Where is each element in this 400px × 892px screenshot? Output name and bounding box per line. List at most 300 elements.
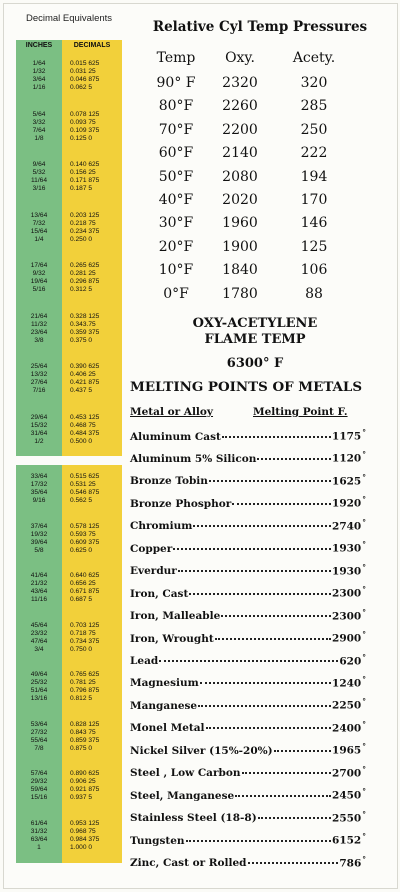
decimal-row: [16, 737, 122, 745]
acety-cell: 88: [305, 285, 323, 302]
decimal-row: [16, 76, 122, 84]
metal-name: Chromium: [130, 520, 193, 533]
temp-cell: 40°F: [158, 192, 194, 208]
decimal-row: [16, 580, 122, 588]
decimal-row: [16, 236, 122, 244]
decimal-cell: 0.890 625: [70, 770, 100, 777]
decimal-row: [16, 135, 122, 143]
metal-name: Tungsten: [130, 834, 185, 847]
fraction-cell: 13/32: [30, 371, 48, 379]
decimal-row: [16, 220, 122, 228]
melting-point-value: [332, 787, 366, 802]
fraction-cell: 43/64: [30, 588, 48, 596]
decimal-group: [16, 523, 122, 555]
decimal-row: [16, 721, 122, 729]
melting-point-value: [332, 473, 366, 488]
decimal-cell: 0.265 625: [70, 262, 100, 269]
decimal-cell: 0.078 125: [70, 110, 100, 118]
decimal-cell: 0.734 375: [70, 637, 100, 645]
degree-symbol: °: [362, 832, 366, 842]
fraction-cell: 7/16: [32, 387, 46, 395]
melting-point-row: [130, 653, 366, 668]
melting-point-number: 2400: [332, 722, 362, 735]
metal-name: Bronze Phosphor: [130, 497, 232, 510]
fraction-cell: 49/64: [30, 671, 48, 678]
fraction-cell: 5/32: [32, 169, 46, 177]
melting-point-value: [332, 608, 366, 623]
oxy-cell: 1900: [222, 238, 258, 255]
decimal-row: [16, 387, 122, 395]
decimal-row: [16, 169, 122, 177]
decimal-cell: 0.406 25: [70, 371, 96, 379]
decimal-row: [16, 497, 122, 505]
decimal-cell: 0.156 25: [70, 169, 96, 177]
melting-point-row: [130, 563, 366, 578]
decimal-cell: 0.015 625: [70, 60, 100, 67]
decimal-cell: 0.515 625: [70, 473, 100, 480]
melting-point-value: [339, 855, 366, 870]
dot-leader: [159, 660, 338, 662]
decimal-cell: 0.921 875: [70, 786, 100, 794]
fraction-cell: 25/32: [30, 679, 48, 687]
fraction-cell: 57/64: [30, 770, 48, 777]
degree-symbol: °: [362, 517, 366, 527]
fraction-cell: 1/8: [34, 134, 44, 142]
decimal-row: [16, 270, 122, 278]
fraction-cell: 1/4: [34, 235, 44, 243]
decimal-cell: 0.296 875: [70, 278, 100, 286]
decimal-row: [16, 422, 122, 430]
dot-leader: [193, 525, 331, 527]
decimal-group: [16, 473, 122, 505]
decimal-cell: 0.609 375: [70, 538, 100, 546]
decimal-group: [16, 572, 122, 604]
decimal-row: [16, 371, 122, 379]
decimal-cell: 0.968 75: [70, 827, 96, 835]
decimal-row: [16, 828, 122, 836]
pressure-row: [150, 169, 350, 185]
temp-cell: 0°F: [163, 285, 189, 302]
decimal-cell: 0.062 5: [70, 84, 92, 92]
decimal-group: [16, 212, 122, 244]
dot-leader: [209, 480, 331, 482]
fraction-cell: 17/32: [30, 481, 48, 489]
oxy-cell: 2020: [222, 192, 258, 208]
pressure-row: [150, 215, 350, 231]
oxy-cell: 1960: [222, 215, 258, 232]
decimal-row: [16, 770, 122, 778]
dot-leader: [178, 570, 331, 572]
melting-point-number: 2900: [332, 632, 362, 645]
metal-name: Everdur: [130, 565, 177, 578]
fraction-cell: 63/64: [30, 835, 48, 843]
decimal-cell: 0.171 875: [70, 177, 100, 185]
fraction-cell: 3/16: [32, 185, 46, 193]
decimal-cell: 0.625 0: [70, 546, 92, 554]
fraction-cell: 39/64: [30, 538, 48, 546]
acety-cell: 222: [300, 145, 328, 162]
fraction-cell: 31/32: [30, 827, 48, 835]
decimal-row: [16, 177, 122, 185]
fraction-cell: 35/64: [30, 489, 48, 497]
fraction-cell: 29/64: [30, 413, 48, 421]
decimal-cell: 0.046 875: [70, 76, 100, 84]
fraction-cell: 1/32: [32, 68, 46, 76]
decimal-row: [16, 212, 122, 220]
temp-cell: 90° F: [156, 75, 196, 91]
decimal-row: [16, 630, 122, 638]
dot-leader: [198, 705, 331, 707]
decimal-row: [16, 84, 122, 92]
melting-point-row: [130, 495, 366, 510]
decimal-row: [16, 337, 122, 345]
fraction-cell: 11/64: [30, 177, 47, 185]
metal-name: Monel Metal: [130, 722, 205, 735]
fraction-cell: 1: [37, 843, 41, 851]
decimal-cell: 0.765 625: [70, 671, 100, 678]
pressure-table-title: Relative Cyl Temp Pressures: [152, 19, 368, 35]
melting-point-row: [130, 450, 366, 465]
melting-point-value: [332, 742, 366, 757]
acety-cell: 194: [300, 168, 328, 185]
pressure-row: [150, 192, 350, 208]
fraction-cell: 53/64: [30, 720, 48, 728]
metal-name: Manganese: [130, 699, 198, 712]
decimal-group: [16, 671, 122, 703]
fraction-cell: 3/64: [32, 76, 46, 84]
decimal-cell: 0.453 125: [70, 413, 100, 421]
decimal-row: [16, 278, 122, 286]
melting-point-row: [130, 832, 366, 847]
decimal-row: [16, 185, 122, 193]
melting-point-number: 786: [339, 857, 362, 870]
fraction-cell: 3/8: [34, 336, 44, 344]
fraction-cell: 51/64: [30, 687, 48, 695]
fraction-cell: 61/64: [30, 819, 48, 827]
metal-name: Steel , Low Carbon: [130, 767, 241, 780]
decimal-group: [16, 262, 122, 294]
fraction-cell: 29/32: [30, 778, 48, 786]
decimal-cell: 0.718 75: [70, 629, 96, 637]
metal-name: Magnesium: [130, 677, 199, 690]
degree-symbol: °: [362, 472, 366, 482]
metal-name: Iron, Malleable: [130, 610, 221, 623]
pressure-table-header: [150, 50, 350, 66]
decimal-row: [16, 228, 122, 236]
melting-point-number: 2250: [332, 699, 362, 712]
degree-symbol: °: [362, 787, 366, 797]
metal-name: Stainless Steel (18-8): [130, 812, 257, 825]
melting-point-row: [130, 855, 366, 870]
decimal-row: [16, 547, 122, 555]
decimal-row: [16, 111, 122, 119]
decimal-row: [16, 68, 122, 76]
decimal-cell: 0.343.75: [70, 320, 96, 328]
acety-cell: 125: [300, 238, 328, 255]
decimal-cell: 0.578 125: [70, 522, 100, 530]
metal-name: Steel, Manganese: [130, 789, 235, 802]
melting-point-value: [332, 832, 366, 847]
melting-point-row: [130, 675, 366, 690]
fraction-cell: 13/64: [30, 211, 48, 219]
metal-name: Iron, Cast: [130, 587, 189, 600]
melting-point-value: [332, 563, 366, 578]
degree-symbol: °: [362, 630, 366, 640]
melting-point-value: [332, 630, 366, 645]
melting-point-value: [332, 518, 366, 533]
fraction-cell: 23/32: [30, 629, 48, 637]
temp-cell: 50°F: [158, 168, 194, 185]
decimal-row: [16, 531, 122, 539]
fraction-cell: 15/64: [30, 227, 48, 235]
melting-point-number: 1920: [332, 497, 362, 510]
acety-cell: 146: [300, 215, 328, 232]
decimal-cell: 1.000 0: [70, 843, 92, 851]
decimal-row: [16, 844, 122, 852]
fraction-cell: 7/64: [32, 126, 46, 134]
decimal-row: [16, 622, 122, 630]
decimal-cell: 0.234 375: [70, 227, 100, 235]
melting-point-value: [332, 585, 366, 600]
acety-cell: 250: [300, 121, 328, 138]
decimal-cell: 0.468 75: [70, 421, 96, 429]
degree-symbol: °: [362, 742, 366, 752]
decimal-group: [16, 622, 122, 654]
decimal-group: [16, 820, 122, 852]
metal-name: Zinc, Cast or Rolled: [130, 857, 247, 870]
fraction-cell: 5/8: [34, 546, 44, 554]
dot-leader: [258, 817, 331, 819]
degree-symbol: °: [362, 562, 366, 572]
decimal-row: [16, 473, 122, 481]
melting-point-row: [130, 608, 366, 623]
dot-leader: [248, 862, 339, 864]
decimal-table-header: [16, 40, 122, 52]
fraction-cell: 21/64: [30, 312, 48, 320]
dot-leader: [235, 795, 331, 797]
decimal-row: [16, 794, 122, 802]
melting-point-row: [130, 720, 366, 735]
decimal-cell: 0.312 5: [70, 286, 92, 294]
decimals-header: DECIMALS: [62, 40, 122, 52]
fraction-cell: 55/64: [30, 736, 48, 744]
degree-symbol: °: [362, 495, 366, 505]
decimal-row: [16, 262, 122, 270]
decimal-cell: 0.796 875: [70, 687, 100, 695]
decimal-row: [16, 414, 122, 422]
decimal-cell: 0.687 5: [70, 596, 92, 604]
decimal-row: [16, 679, 122, 687]
fraction-cell: 1/2: [34, 437, 44, 445]
decimal-group: [16, 721, 122, 753]
fraction-cell: 25/64: [30, 363, 48, 370]
decimal-cell: 0.843 75: [70, 728, 96, 736]
melting-point-value: [332, 697, 366, 712]
fraction-cell: 5/64: [32, 110, 46, 118]
decimal-cell: 0.109 375: [70, 126, 100, 134]
melting-point-number: 1120: [332, 452, 362, 465]
decimal-row: [16, 778, 122, 786]
decimal-cell: 0.593 75: [70, 530, 96, 538]
fraction-cell: 45/64: [30, 621, 48, 629]
dot-leader: [186, 840, 331, 842]
metal-name: Iron, Wrought: [130, 632, 214, 645]
decimal-cell: 0.906 25: [70, 778, 96, 786]
degree-symbol: °: [362, 652, 366, 662]
melting-point-value: [332, 720, 366, 735]
decimal-cell: 0.187 5: [70, 185, 92, 193]
oxy-cell: 2200: [222, 121, 258, 138]
melting-point-number: 1930: [332, 565, 362, 578]
dot-leader: [257, 458, 331, 460]
melting-point-row: [130, 630, 366, 645]
oxy-cell: 2260: [222, 98, 258, 115]
metal-name: Lead: [130, 655, 159, 667]
melting-point-number: 2700: [332, 767, 362, 780]
melting-point-row: [130, 787, 366, 802]
decimal-cell: 0.281 25: [70, 270, 96, 278]
temp-cell: 30°F: [158, 215, 194, 232]
decimal-cell: 0.125 0: [70, 134, 92, 142]
decimal-group: [16, 770, 122, 802]
degree-symbol: °: [362, 854, 366, 864]
fraction-cell: 9/32: [32, 270, 46, 278]
fraction-cell: 37/64: [30, 522, 48, 530]
decimal-row: [16, 820, 122, 828]
decimal-row: [16, 539, 122, 547]
melting-point-value: [332, 765, 366, 780]
decimal-row: [16, 729, 122, 737]
inches-header: INCHES: [16, 40, 62, 52]
pressure-row: [150, 98, 350, 114]
melting-point-value: [332, 810, 366, 825]
dot-leader: [215, 638, 331, 640]
decimal-cell: 0.640 625: [70, 572, 100, 579]
melting-point-number: 2450: [332, 789, 362, 802]
decimal-group: [16, 363, 122, 395]
decimal-row: [16, 286, 122, 294]
decimal-row: [16, 313, 122, 321]
melting-point-number: 1965: [332, 744, 362, 757]
fraction-cell: 3/32: [32, 118, 46, 126]
decimal-cell: 0.984 375: [70, 835, 100, 843]
decimal-cell: 0.531 25: [70, 481, 96, 489]
melting-point-number: 6152: [332, 834, 362, 847]
melting-point-number: 1240: [332, 677, 362, 690]
metal-name: Nickel Silver (15%-20%): [130, 744, 273, 757]
melting-point-value: [332, 450, 366, 465]
melting-point-value: [332, 540, 366, 555]
decimal-row: [16, 687, 122, 695]
fraction-cell: 11/32: [30, 320, 47, 328]
oxy-cell: 2080: [222, 168, 258, 185]
decimal-cell: 0.218 75: [70, 219, 96, 227]
degree-symbol: °: [362, 450, 366, 460]
decimal-cell: 0.781 25: [70, 679, 96, 687]
melting-point-value: [332, 675, 366, 690]
pressure-row: [150, 286, 350, 302]
degree-symbol: °: [362, 607, 366, 617]
melting-point-row: [130, 473, 366, 488]
decimal-row: [16, 321, 122, 329]
melting-point-row: [130, 518, 366, 533]
degree-symbol: °: [362, 697, 366, 707]
oxy-cell: 2320: [222, 75, 258, 91]
dot-leader: [189, 593, 331, 595]
dot-leader: [206, 727, 331, 729]
melting-point-column-header: Melting Point F.: [253, 406, 348, 418]
melting-point-value: [339, 653, 366, 668]
temp-cell: 70°F: [158, 121, 194, 138]
fraction-cell: 47/64: [30, 637, 48, 645]
decimal-row: [16, 588, 122, 596]
decimal-cell: 0.671 875: [70, 588, 100, 596]
decimal-cell: 0.546 875: [70, 489, 100, 497]
acety-header: Acety.: [292, 50, 336, 66]
melting-point-row: [130, 742, 366, 757]
decimal-cell: 0.859 375: [70, 736, 100, 744]
decimal-cell: 0.750 0: [70, 645, 92, 653]
fraction-cell: 7/32: [32, 219, 46, 227]
temp-cell: 10°F: [158, 262, 194, 279]
fraction-cell: 17/64: [30, 262, 48, 269]
dot-leader: [221, 615, 331, 617]
temp-header: Temp: [156, 50, 196, 66]
decimal-row: [16, 671, 122, 679]
decimal-row: [16, 438, 122, 446]
decimal-cell: 0.484 375: [70, 429, 100, 437]
acety-cell: 320: [300, 75, 328, 91]
decimal-cell: 0.812 5: [70, 695, 92, 703]
fraction-cell: 59/64: [30, 786, 48, 794]
decimal-cell: 0.203 125: [70, 211, 100, 219]
melting-point-row: [130, 697, 366, 712]
decimal-row: [16, 695, 122, 703]
decimal-cell: 0.421 875: [70, 379, 100, 387]
decimal-row: [16, 836, 122, 844]
melting-point-row: [130, 585, 366, 600]
decimal-cell: 0.562 5: [70, 497, 92, 505]
fraction-cell: 19/32: [30, 530, 48, 538]
dot-leader: [173, 548, 331, 550]
degree-symbol: °: [362, 764, 366, 774]
fraction-cell: 3/4: [34, 645, 44, 653]
melting-point-row: [130, 540, 366, 555]
decimal-cell: 0.875 0: [70, 744, 92, 752]
dot-leader: [222, 436, 331, 438]
decimal-equivalents-title: Decimal Equivalents: [25, 13, 113, 24]
melting-point-number: 2740: [332, 520, 362, 533]
decimal-cell: 0.437 5: [70, 387, 92, 395]
decimal-cell: 0.375 0: [70, 336, 92, 344]
dot-leader: [274, 750, 331, 752]
melting-point-row: [130, 810, 366, 825]
decimal-row: [16, 60, 122, 68]
decimal-cell: 0.359 375: [70, 328, 100, 336]
degree-symbol: °: [362, 674, 366, 684]
decimal-cell: 0.390 625: [70, 363, 100, 370]
fraction-cell: 21/32: [30, 580, 48, 588]
melting-point-number: 1625: [332, 475, 362, 488]
decimal-row: [16, 596, 122, 604]
oxy-cell: 1780: [222, 285, 258, 302]
decimal-cell: 0.250 0: [70, 235, 92, 243]
decimal-cell: 0.828 125: [70, 720, 100, 728]
decimal-row: [16, 127, 122, 135]
melting-point-number: 1175: [332, 430, 362, 443]
pressure-row: [150, 262, 350, 278]
melting-point-row: [130, 428, 366, 443]
